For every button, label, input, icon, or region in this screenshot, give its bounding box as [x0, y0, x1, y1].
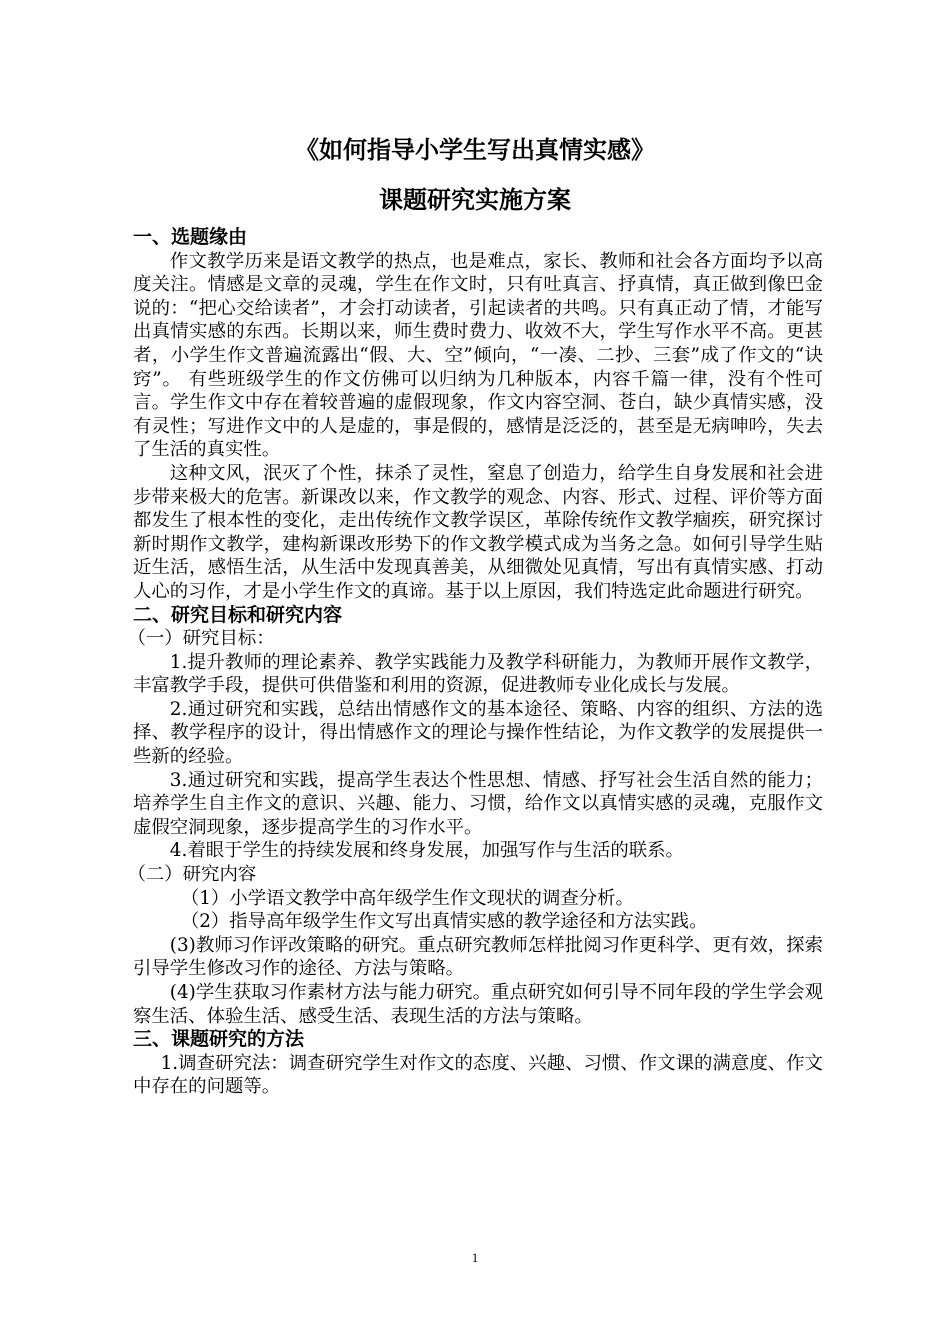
section-heading-2: 二、研究目标和研究内容 — [133, 603, 343, 626]
paragraph: 这种文风，泯灭了个性，抹杀了灵性，窒息了创造力，给学生自身发展和社会进步带来极大的危害。新课改以来，作文教学的观念、内容、形式、过程、评价等方面都发生了根本性的变化，走出传统作文教学误区，革除传统作文教学痼疾，研究探讨新时期作文教学，建构新课改形势下的作文教学模式成为当务之急。如何引导学生贴近生活，感悟生活，从生活中发现真善美，从细微处见真情，写出有真情实感、打动人心的习作，才是小学生作文的真谛。基于以上原因，我们特选定此命题进行研究。 — [133, 462, 823, 602]
content-item: (4)学生获取习作素材方法与能力研究。重点研究如何引导不同年段的学生学会观察生活、体验生活、感受生活、表现生活的方法与策略。 — [133, 982, 823, 1027]
content-item: (3)教师习作评改策略的研究。重点研究教师怎样批阅习作更科学、更有效，探索引导学生修改习作的途径、方法与策略。 — [133, 934, 823, 980]
document-subtitle: 课题研究实施方案 — [379, 186, 571, 214]
goal-item: 1.提升教师的理论素养、教学实践能力及教学科研能力，为教师开展作文教学，丰富教学手段，提供可供借鉴和利用的资源，促进教师专业化成长与发展。 — [133, 651, 823, 697]
paragraph: 作文教学历来是语文教学的热点，也是难点，家长、教师和社会各方面均予以高度关注。情感是文章的灵魂，学生在作文时，只有吐真言、抒真情，真正做到像巴金说的：“把心交给读者”，才会打动读者，引起读者的共鸣。只有真正动了情，才能写出真情实感的东西。长期以来，师生费时费力、收效不大，学生写作水平不高。更甚者，小学生作文普遍流露出“假、大、空”倾向，“一凑、二抄、三套”成了作文的“诀窍”。 有些班级学生的作文仿佛可以归纳为几种版本，内容千篇一律，没有个性可言。学生作文中存在着较普遍的虚假现象，作文内容空洞、苍白，缺少真情实感，没有灵性；写进作文中的人是虚的，事是假的，感情是泛泛的，甚至是无病呻吟，失去了生活的真实性。 — [133, 250, 823, 461]
document-body — [127, 226, 823, 1099]
section-heading-1: 一、选题缘由 — [133, 226, 248, 248]
method-item: 1.调查研究法：调查研究学生对作文的态度、兴趣、习惯、作文课的满意度、作文中存在的问题等。 — [133, 1052, 823, 1098]
goal-item: 4.着眼于学生的持续发展和终身发展，加强写作与生活的联系。 — [169, 840, 684, 862]
content-item: （1）小学语文教学中高年级学生作文现状的调查分析。 — [180, 887, 634, 909]
page-number: 1 — [471, 1250, 479, 1265]
subsection-heading: （一）研究目标： — [127, 628, 275, 650]
goal-item: 2.通过研究和实践，总结出情感作文的基本途径、策略、内容的组织、方法的选择、教学程序的设计，得出情感作文的理论与操作性结论，为作文教学的发展提供一些新的经验。 — [133, 698, 823, 768]
content-item: （2）指导高年级学生作文写出真情实感的教学途径和方法实践。 — [180, 911, 708, 933]
goal-item: 3.通过研究和实践，提高学生表达个性思想、情感、抒写社会生活自然的能力；培养学生自主作文的意识、兴趣、能力、习惯，给作文以真情实感的灵魂，克服作文虚假空洞现象，逐步提高学生的习作水平。 — [133, 769, 823, 838]
section-heading-3: 三、课题研究的方法 — [133, 1028, 305, 1051]
subsection-heading: （二）研究内容 — [127, 864, 257, 886]
document-title: 《如何指导小学生写出真情实感》 — [295, 136, 655, 164]
